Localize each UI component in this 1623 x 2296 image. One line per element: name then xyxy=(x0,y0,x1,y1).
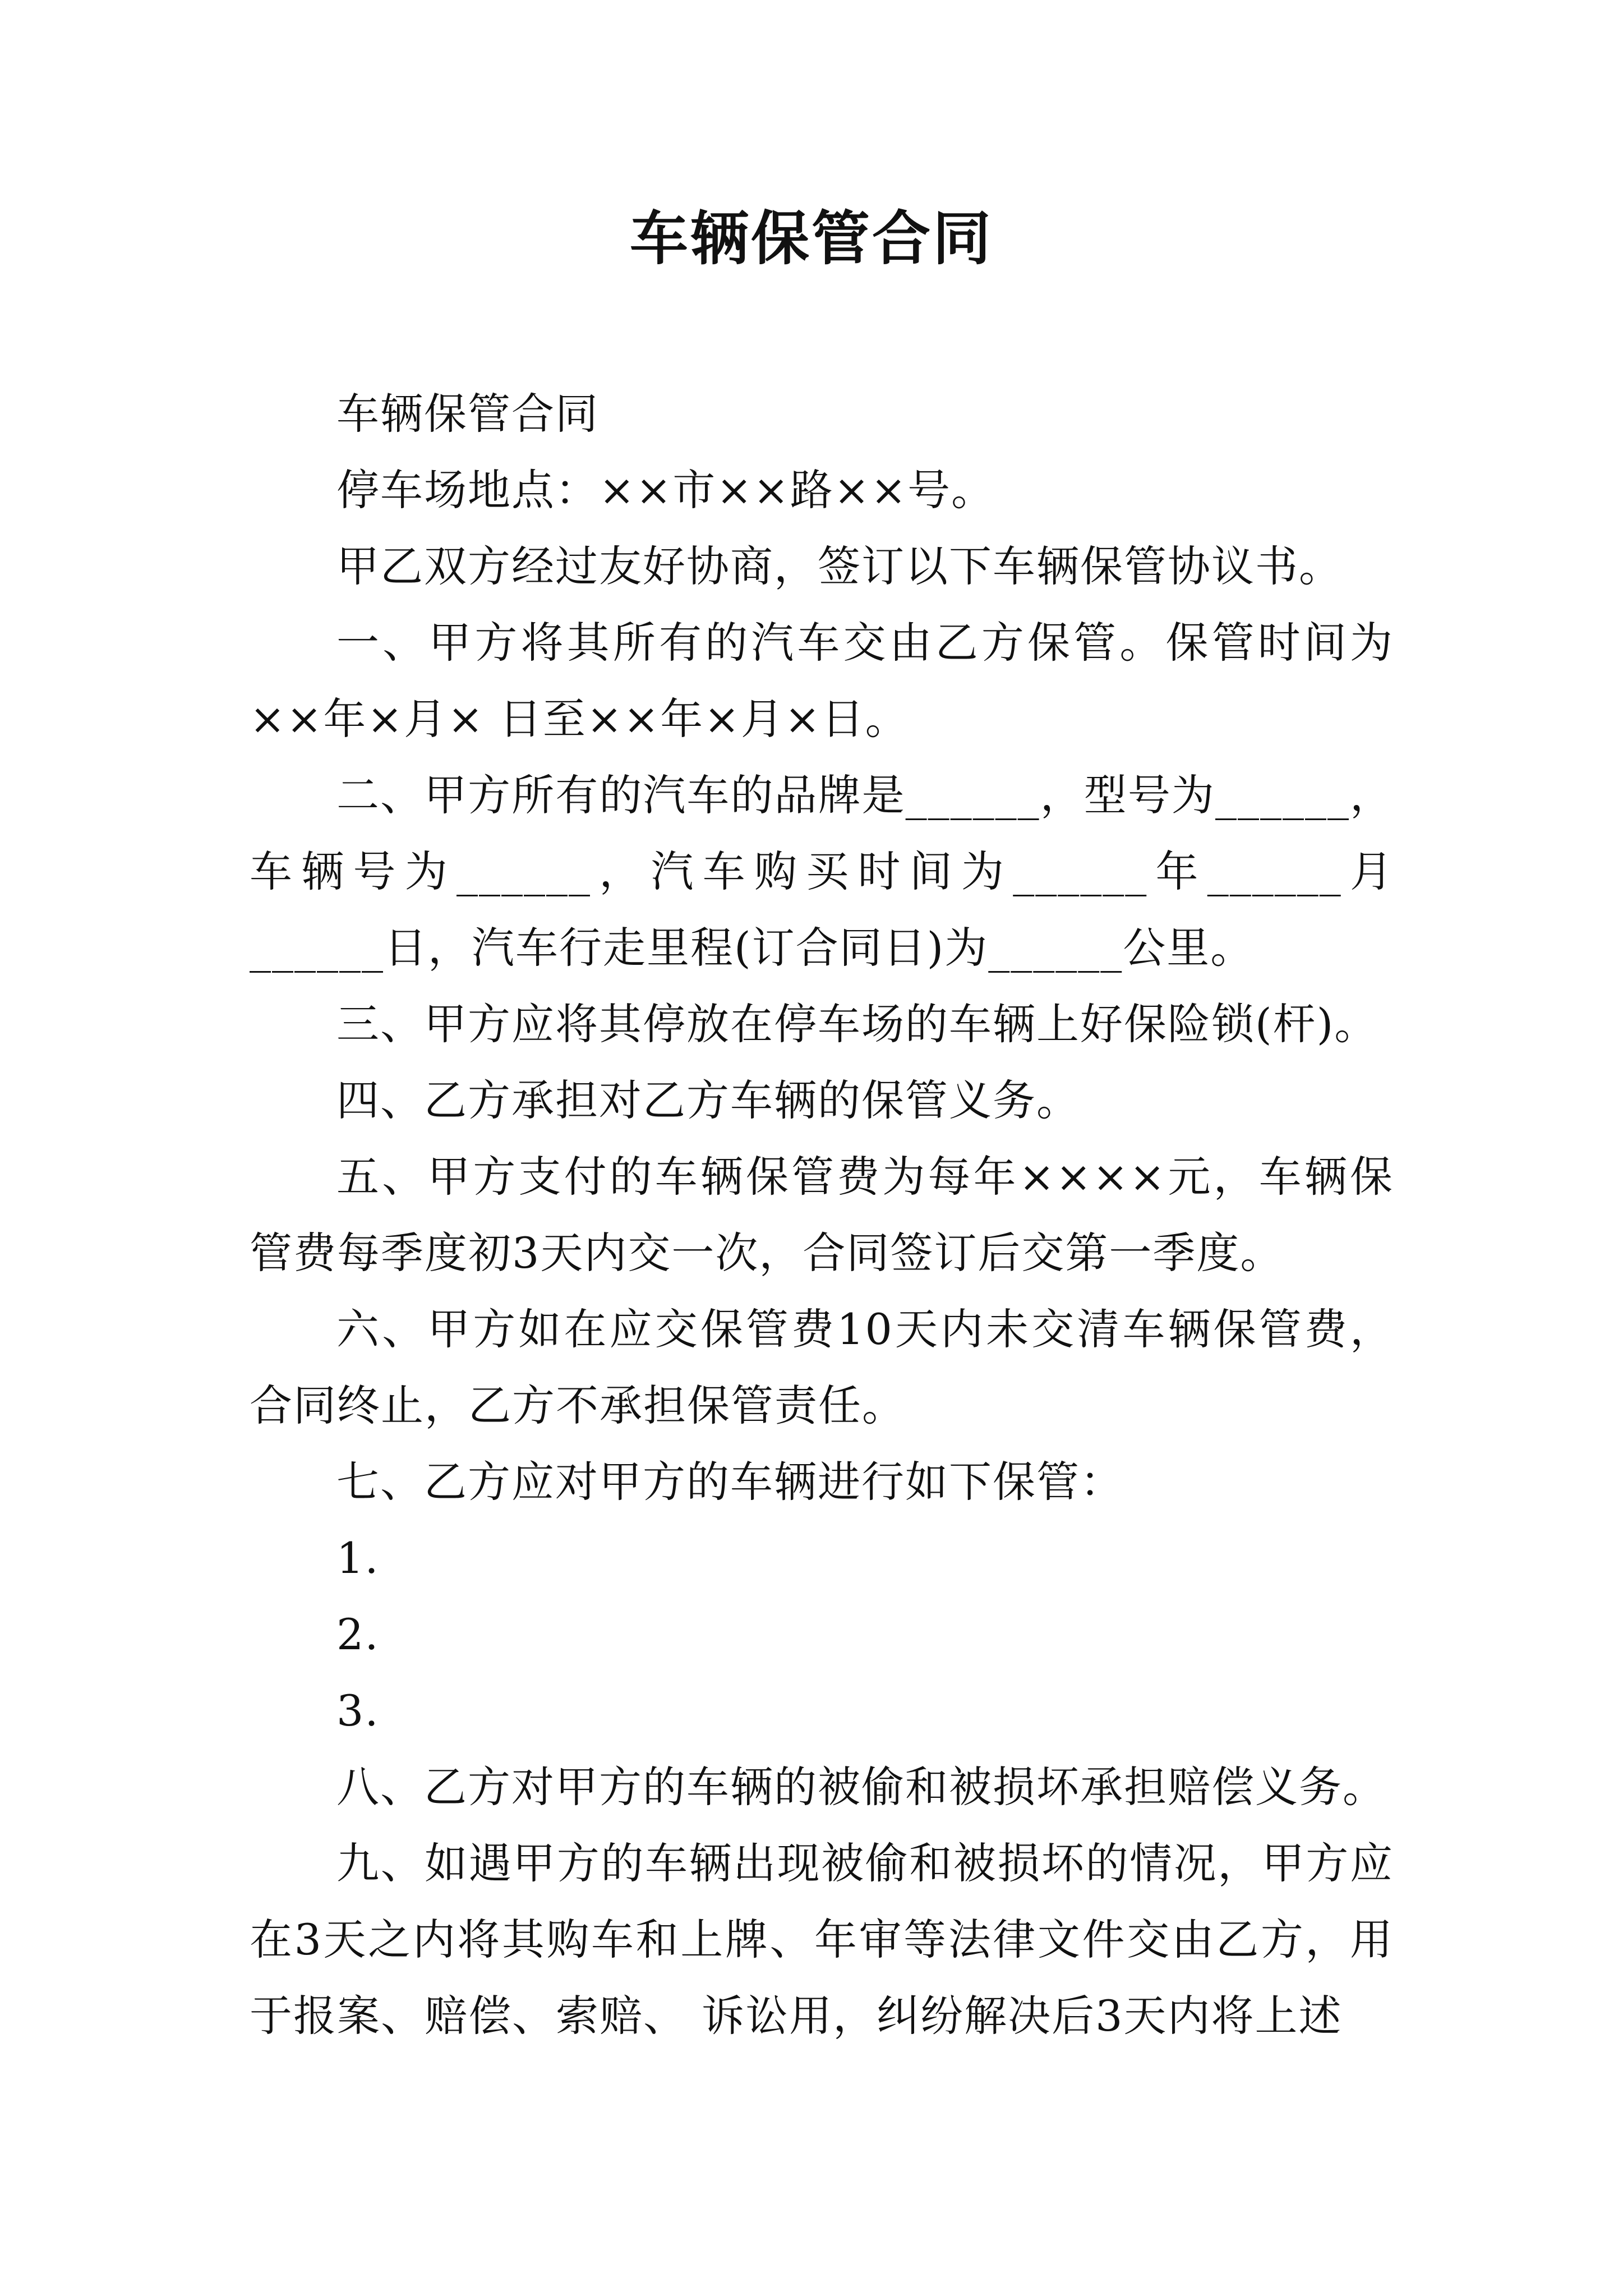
clause-8: 八、乙方对甲方的车辆的被偷和被损坏承担赔偿义务。 xyxy=(336,1762,1386,1812)
clause-7-item-2: 2. xyxy=(336,1609,380,1659)
clause-7-item-1: 1. xyxy=(336,1533,380,1583)
clause-2: 二、甲方所有的汽车的品牌是______，型号为______，车辆号为______，汽车购买时间为______年______月______日，汽车行走里程(订合同日)为______公里。 xyxy=(250,770,1394,973)
paragraph-preamble: 甲乙双方经过友好协商，签订以下车辆保管协议书。 xyxy=(336,541,1343,591)
clause-5: 五、甲方支付的车辆保管费为每年××××元，车辆保管费每季度初3天内交一次，合同签订后交第一季度。 xyxy=(250,1152,1394,1278)
clause-1: 一、甲方将其所有的汽车交由乙方保管。保管时间为××年×月× 日至××年×月×日。 xyxy=(250,618,1394,744)
clause-6: 六、甲方如在应交保管费10天内未交清车辆保管费，合同终止，乙方不承担保管责任。 xyxy=(250,1304,1394,1430)
clause-3: 三、甲方应将其停放在停车场的车辆上好保险锁(杆)。 xyxy=(336,999,1378,1049)
clause-4: 四、乙方承担对乙方车辆的保管义务。 xyxy=(336,1075,1080,1125)
clause-9: 九、如遇甲方的车辆出现被偷和被损坏的情况，甲方应在3天之内将其购车和上牌、年审等法律文件交由乙方，用于报案、赔偿、索赔、 诉讼用，纠纷解决后3天内将上述 xyxy=(250,1838,1394,2041)
clause-7: 七、乙方应对甲方的车辆进行如下保管： xyxy=(336,1457,1124,1507)
clause-7-item-3: 3. xyxy=(336,1686,380,1736)
paragraph-parking-location: 停车场地点：××市××路××号。 xyxy=(336,465,995,515)
document-body xyxy=(250,376,1394,2054)
paragraph-heading-repeat: 车辆保管合同 xyxy=(336,389,599,439)
document-title: 车辆保管合同 xyxy=(629,204,993,273)
